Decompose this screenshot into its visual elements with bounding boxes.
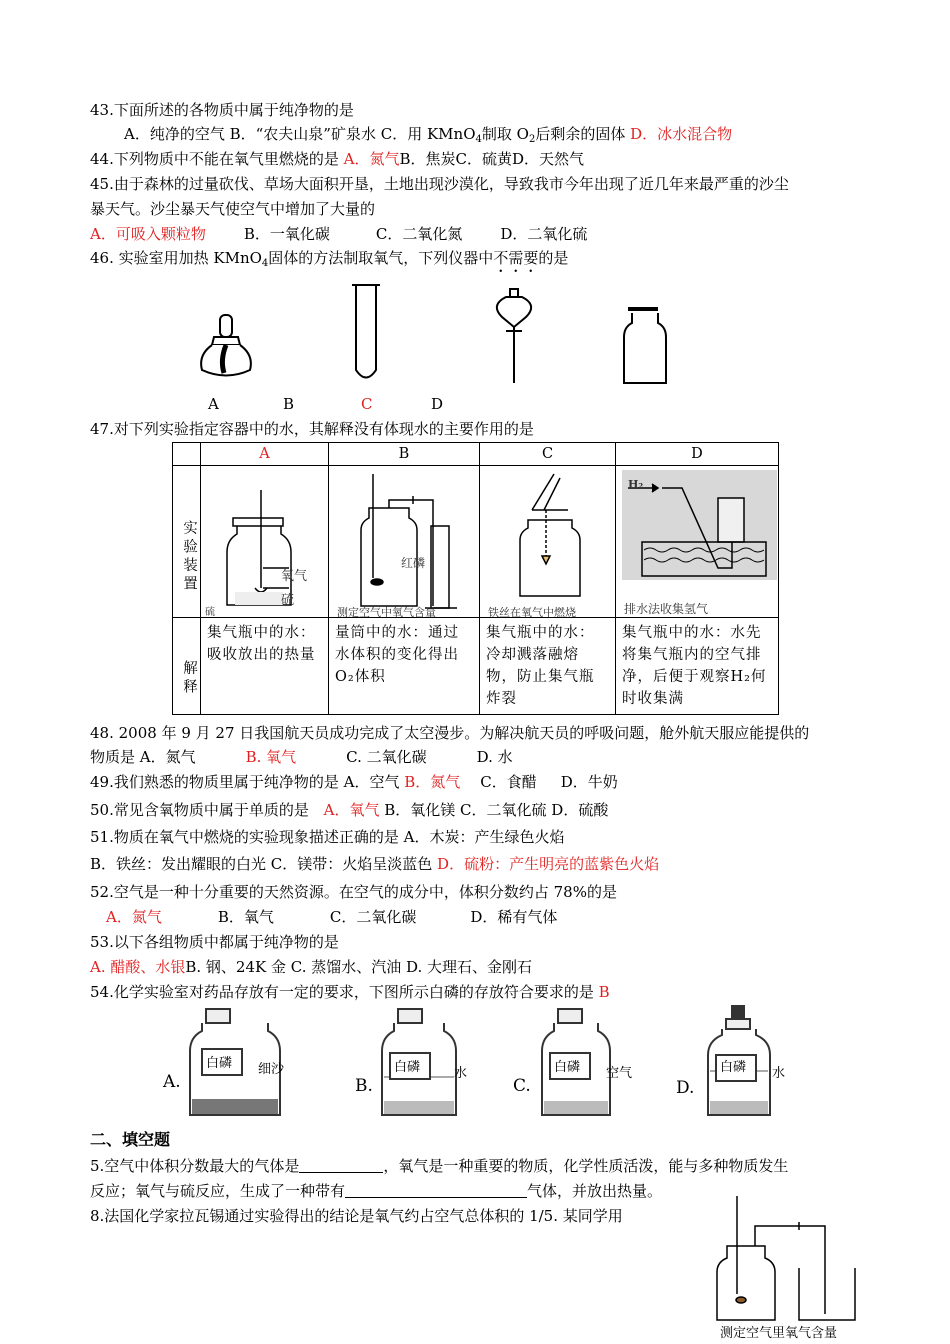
q54-answer: B <box>598 983 610 1001</box>
q47-row2-label: 解释 <box>173 618 201 715</box>
q47-a-oxygen-label: 氧气 <box>281 569 308 584</box>
q51-line1: 51.物质在氧气中燃烧的实验现象描述正确的是 A．木炭：产生绿色火焰 <box>90 828 565 846</box>
q47-explain-d: 集气瓶中的水：水先将集气瓶内的空气排净，后便于观察H₂何时收集满 <box>616 618 779 715</box>
q44-answer: A．氮气 <box>343 150 400 168</box>
q5-blank-2[interactable] <box>345 1183 527 1198</box>
q54-stem: 54.化学实验室对药品存放有一定的要求，下图所示白磷的存放符合要求的是 B <box>90 983 610 1001</box>
q52-answer: A．氮气 <box>106 908 162 926</box>
q47-b-redp-label: 红磷 <box>401 556 426 570</box>
q47-cell-c <box>480 466 616 618</box>
q5-line2: 反应；氧气与硫反应，生成了一种带有 气体，并放出热量。 <box>90 1182 663 1200</box>
q47-explain-c: 集气瓶中的水：冷却溅落融熔物，防止集气瓶炸裂 <box>480 618 616 715</box>
q8-line1: 8.法国化学家拉瓦锡通过实验得出的结论是氧气约占空气总体积的 1/5. 某同学用 <box>90 1207 623 1225</box>
q48-line1: 48. 2008 年 9 月 27 日我国航天员成功完成了太空漫步。为解决航天员的呼吸问题，舱外航天服应能提供的 <box>90 724 810 742</box>
q8-figure-caption: 测定空气里氧气含量 <box>720 1326 838 1341</box>
q49-answer: B．氮气 <box>404 773 461 791</box>
q54-bottle-a-label: 白磷 <box>206 1056 233 1071</box>
q54-bottle-c-note: 空气 <box>606 1066 633 1081</box>
q53-stem: 53.以下各组物质中都属于纯净物的是 <box>90 933 339 951</box>
q47-a-sulfur-label: 硫 <box>281 593 295 608</box>
q54-bottle-b-note: 水 <box>454 1066 468 1081</box>
q45-line2: 暴天气。沙尘暴天气使空气中增加了大量的 <box>90 200 376 218</box>
q8-apparatus-icon <box>705 1196 865 1324</box>
q5-line1: 5.空气中体积分数最大的气体是 ，氧气是一种重要的物质，化学性质活泼，能与多种物质发生 <box>90 1157 789 1175</box>
q47-a-caption: 硫 <box>205 607 215 618</box>
q50: 50.常见含氧物质中属于单质的是 A．氧气 B．氧化镁 C．二氧化硫 D．硫酸 <box>90 801 609 819</box>
q46-label-a: A <box>208 395 219 413</box>
q47-apparatus-row <box>173 466 779 618</box>
q54-bottle-a-note: 细沙 <box>258 1062 285 1077</box>
q47-cell-a <box>201 466 329 618</box>
oxygen-content-apparatus-icon <box>333 470 478 615</box>
q47-row1-label: 实验装置 <box>173 466 201 618</box>
gas-jar-icon <box>624 309 666 383</box>
q52-options: A．氮气 B．氧气 C．二氧化碳 D．稀有气体 <box>106 908 558 926</box>
q47-d-caption: 排水法收集氢气 <box>624 602 709 616</box>
q51-answer: D．硫粉：产生明亮的蓝紫色火焰 <box>437 855 660 873</box>
q53-options: A. 醋酸、水银B. 钢、24K 金 C. 蒸馏水、汽油 D. 大理石、金刚石 <box>90 958 533 976</box>
q47-header-row <box>173 443 779 466</box>
sulfur-burning-jar-icon <box>205 470 325 615</box>
q54-bottle-b-label: 白磷 <box>394 1060 421 1075</box>
separatory-funnel-icon <box>497 289 531 383</box>
q43-stem: 43.下面所述的各物质中属于纯净物的是 <box>90 101 354 119</box>
q54-bottle-b-letter: B. <box>355 1076 373 1096</box>
hydrogen-collection-icon <box>622 470 777 580</box>
q50-answer: A．氧气 <box>323 801 380 819</box>
q52-stem: 52.空气是一种十分重要的天然资源。在空气的成分中，体积分数约占 78%的是 <box>90 883 617 901</box>
q45-options: A．可吸入颗粒物 B．一氧化碳 C．二氧化氮 D．二氧化硫 <box>90 225 588 243</box>
q53-answer: A. 醋酸、水银 <box>90 958 186 976</box>
q46-apparatus-figure <box>190 275 690 390</box>
q46-label-d: D <box>431 395 444 413</box>
section-title: 二、填空题 <box>90 1130 171 1149</box>
emphasis-text: 不需要 <box>493 249 539 267</box>
q54-bottle-d-label: 白磷 <box>720 1060 747 1075</box>
q54-bottle-c-label: 白磷 <box>554 1060 581 1075</box>
q47-cell-b <box>329 466 480 618</box>
q47-d-h2-label: H₂ <box>628 478 644 491</box>
q46-label-b: B <box>283 395 295 413</box>
q47-header-b: B <box>329 443 480 466</box>
q54-bottle-d-note: 水 <box>772 1066 786 1081</box>
q48-answer: B. 氧气 <box>245 748 297 766</box>
q47-stem: 47.对下列实验指定容器中的水，其解释没有体现水的主要作用的是 <box>90 420 534 438</box>
q45-line1: 45.由于森林的过量砍伐、草场大面积开垦，土地出现沙漠化，导致我市今年出现了近几年来最严重的沙尘 <box>90 175 789 193</box>
q46-stem: 46. 实验室用加热 KMnO$_4$固体的方法制取氧气，下列仪器中不需要的是 <box>90 249 569 269</box>
q49: 49.我们熟悉的物质里属于纯净物的是 A．空气 B．氮气 C．食醋 D．牛奶 <box>90 773 618 791</box>
test-tube-icon <box>352 285 380 378</box>
q43-options: A．纯净的空气 B．“农夫山泉”矿泉水 C．用 KMnO$_4$制取 $O_2$后剩余的固体 D．冰水混合物 <box>124 125 733 145</box>
q47-explain-row <box>173 618 779 715</box>
q54-bottle-c-letter: C. <box>513 1076 531 1096</box>
q47-table <box>172 442 779 715</box>
iron-burning-jar-icon <box>484 470 614 615</box>
q44: 44.下列物质中不能在氧气里燃烧的是 A．氮气B．焦炭C．硫黄D．天然气 <box>90 150 584 168</box>
q51-line2: B．铁丝：发出耀眼的白光 C．镁带：火焰呈淡蓝色 D．硫粉：产生明亮的蓝紫色火焰 <box>90 855 660 873</box>
q45-answer: A．可吸入颗粒物 <box>90 225 206 243</box>
q47-b-caption: 测定空气中氧气含量 <box>337 606 436 619</box>
alcohol-lamp-icon <box>201 315 251 376</box>
q47-cell-d <box>616 466 779 618</box>
q5-blank-1[interactable] <box>299 1158 383 1173</box>
q54-bottles-figure <box>160 1005 800 1123</box>
q47-header-d: D <box>616 443 779 466</box>
q54-bottle-d-letter: D. <box>676 1078 695 1098</box>
q43-answer: D．冰水混合物 <box>630 125 733 143</box>
q47-explain-b: 量筒中的水：通过水体积的变化得出O₂体积 <box>329 618 480 715</box>
q46-label-c-answer: C <box>361 395 373 413</box>
q47-header-c: C <box>480 443 616 466</box>
q54-bottle-a-letter: A. <box>163 1072 181 1092</box>
q47-header-a: A <box>201 443 329 466</box>
q47-explain-a: 集气瓶中的水：吸收放出的热量 <box>201 618 329 715</box>
q47-c-caption: 铁丝在氧气中燃烧 <box>488 606 576 619</box>
q48-line2: 物质是 A．氮气 B. 氧气 C. 二氧化碳 D. 水 <box>90 748 513 766</box>
